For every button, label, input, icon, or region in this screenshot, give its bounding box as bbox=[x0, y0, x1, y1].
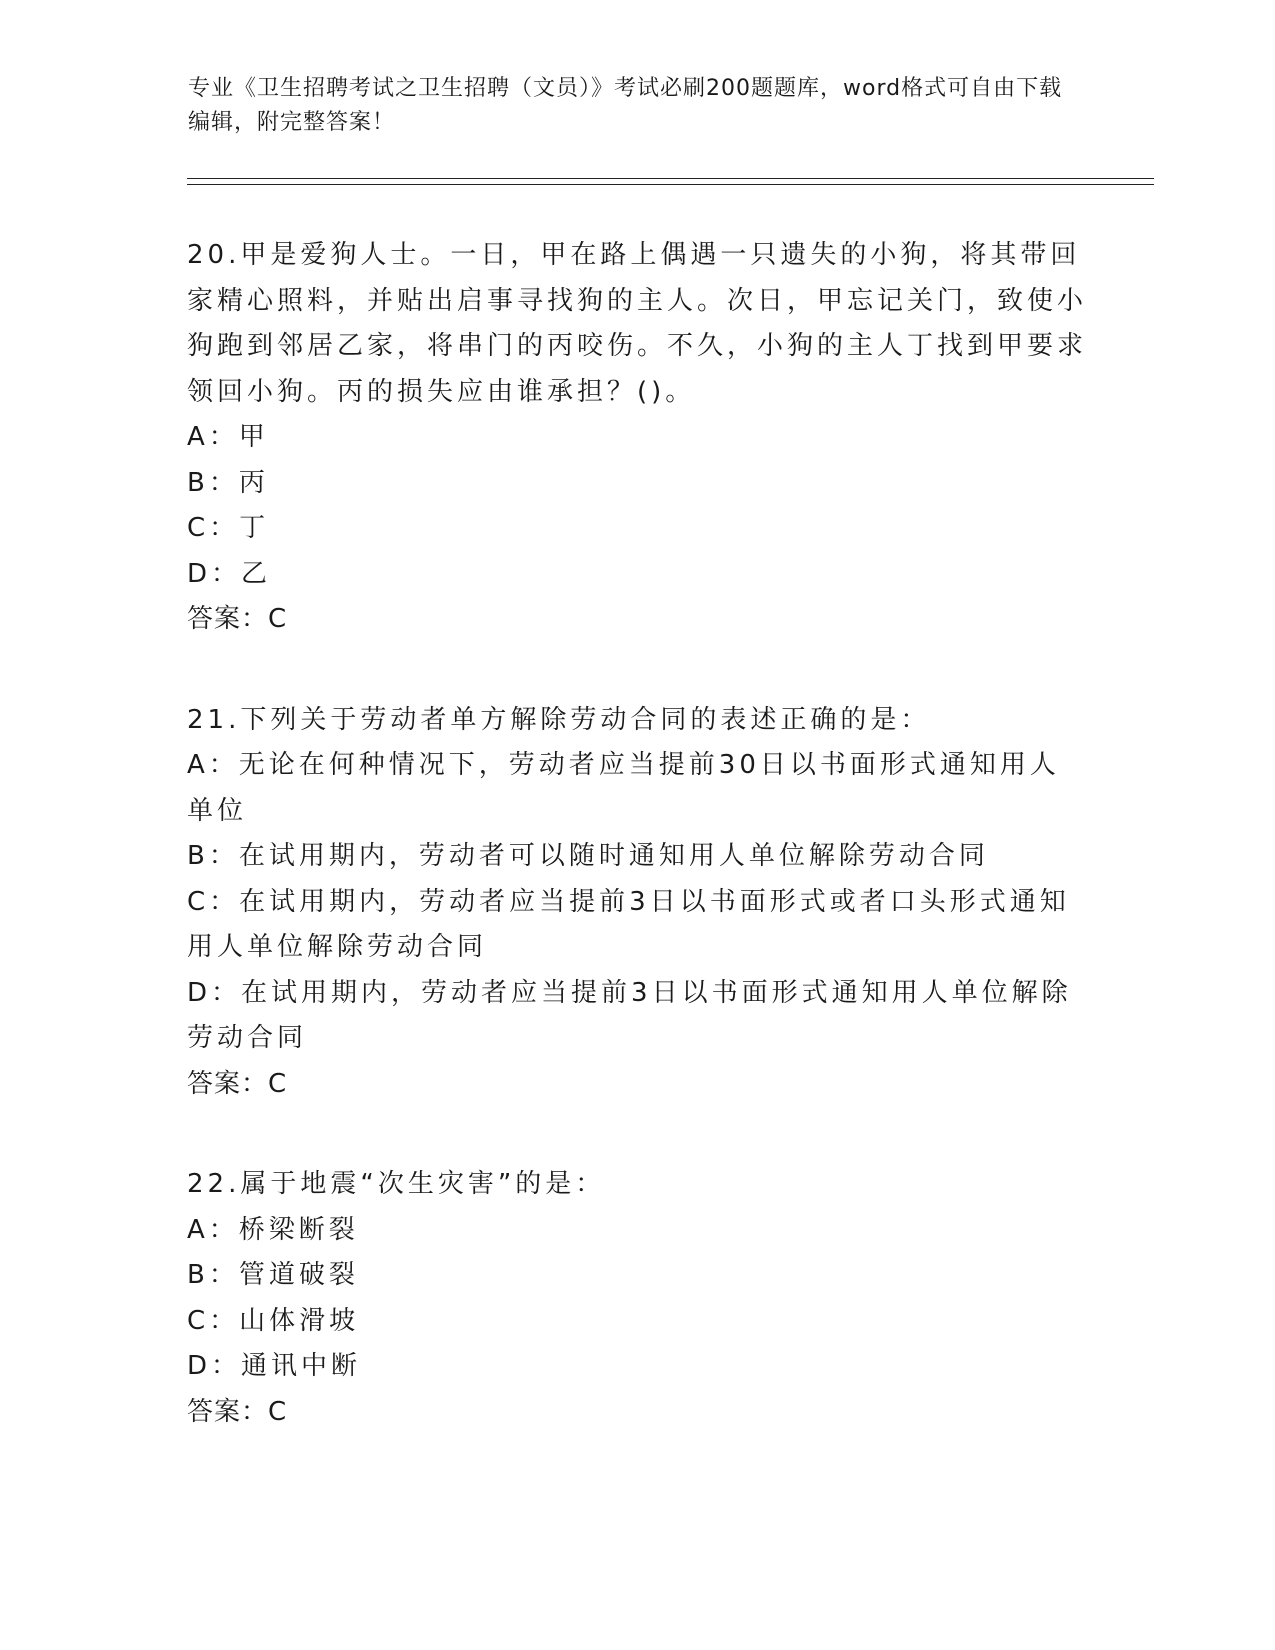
question-stem: 21.下列关于劳动者单方解除劳动合同的表述正确的是： bbox=[187, 704, 931, 735]
option-c: C：山体滑坡 bbox=[187, 1305, 360, 1336]
option-b: B：管道破裂 bbox=[187, 1260, 359, 1290]
option-c: C：在试用期内，劳动者应当提前3日以书面形式或者口头形式通知用人单位解除劳动合同 bbox=[187, 886, 1070, 962]
question-list bbox=[187, 233, 1087, 1490]
option-a: A：甲 bbox=[187, 422, 269, 452]
question-stem: 22.属于地震“次生灾害”的是： bbox=[187, 1169, 606, 1199]
option-d: D：在试用期内，劳动者应当提前3日以书面形式通知用人单位解除劳动合同 bbox=[187, 977, 1072, 1053]
question-20 bbox=[187, 233, 1087, 643]
option-c: C：丁 bbox=[187, 513, 270, 543]
question-stem: 20.甲是爱狗人士。一日，甲在路上偶遇一只遗失的小狗，将其带回家精心照料，并贴出启事寻找狗的主人。次日，甲忘记关门，致使小狗跑到邻居乙家，将串门的丙咬伤。不久，小狗的主人丁找到甲要求领回小狗。丙的损失应由谁承担？()。 bbox=[187, 240, 1088, 407]
answer-line: 答案：C bbox=[187, 604, 288, 634]
option-d: D：乙 bbox=[187, 558, 272, 589]
header-divider-top bbox=[187, 178, 1154, 179]
option-b: B：在试用期内，劳动者可以随时通知用人单位解除劳动合同 bbox=[187, 841, 989, 871]
question-22 bbox=[187, 1162, 1087, 1435]
header-divider-bottom bbox=[187, 184, 1154, 185]
answer-line: 答案：C bbox=[187, 1068, 288, 1099]
option-b: B：丙 bbox=[187, 467, 269, 498]
option-a: A：桥梁断裂 bbox=[187, 1214, 359, 1245]
question-21 bbox=[187, 698, 1087, 1108]
document-header: 专业《卫生招聘考试之卫生招聘（文员）》考试必刷200题题库，word格式可自由下载编辑，附完整答案！ bbox=[188, 76, 1063, 135]
answer-line: 答案：C bbox=[187, 1396, 288, 1427]
option-a: A：无论在何种情况下，劳动者应当提前30日以书面形式通知用人单位 bbox=[187, 750, 1060, 826]
option-d: D：通讯中断 bbox=[187, 1351, 362, 1381]
